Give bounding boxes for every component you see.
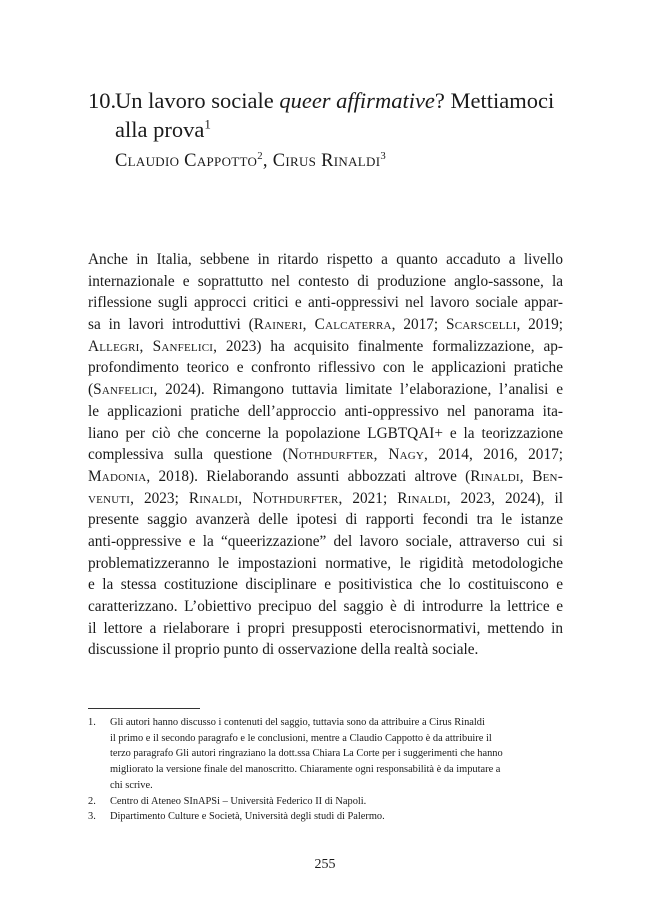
citation-author: Nothdurfter, Nagy: [287, 446, 425, 464]
body-line: [88, 531, 563, 553]
body-text-segment: complessiva sulla questione (: [88, 446, 288, 464]
footnote-number: 1.: [88, 717, 96, 728]
footnotes: [88, 715, 563, 825]
body-paragraph: [88, 249, 563, 661]
body-text-segment: sa in lavori introduttivi (: [88, 316, 254, 334]
author-separator: ,: [262, 151, 273, 171]
footnote-ref-2[interactable]: 2: [257, 149, 263, 162]
footnote-text: migliorato la versione finale del manoscritto. Chiaramente ogni responsabilità è da imputare a: [110, 764, 501, 776]
body-text-segment: internazionale e soprattutto nel contesto di produzione anglo-sassone, la: [88, 272, 563, 290]
body-text-segment: caratterizzano. L’obiettivo precipuo del saggio è di introdurre la lettrice e: [88, 598, 563, 615]
body-line: [88, 423, 563, 445]
body-line: [88, 618, 563, 640]
citation-author: Madonia: [88, 467, 147, 485]
body-text-segment: , 2021;: [338, 489, 398, 507]
footnote-ref-1[interactable]: 1: [204, 116, 211, 132]
body-line: [88, 271, 563, 293]
chapter-title-part-2: ? Mettiamoci: [434, 88, 555, 113]
body-text-segment: , 2019;: [516, 316, 563, 334]
footnote-separator: [88, 708, 200, 709]
body-text-segment: riflessione sugli approcci critici e anti-oppressivi nel lavoro sociale appar-: [88, 294, 563, 312]
body-line: [88, 379, 563, 401]
body-line: [88, 401, 563, 423]
body-text-segment: profondimento teorico e confronto riflessivo con le applicazioni pratiche: [88, 359, 563, 377]
body-text-segment: , 2024). Rimangono tuttavia limitate l’elaborazione, l’analisi e: [153, 381, 563, 399]
body-line: [88, 553, 563, 575]
body-line: [88, 249, 563, 271]
footnote-text: il primo e il secondo paragrafo e le conclusioni, mentre a Claudio Cappotto è da attribuire il: [110, 732, 492, 744]
body-text-segment: , 2014, 2016, 2017;: [424, 446, 563, 464]
citation-author: Raineri, Calcaterra: [253, 316, 392, 334]
citation-author: Allegri, Sanfelici: [88, 337, 214, 355]
citation-author: venuti: [88, 489, 131, 507]
body-text-segment: , 2023) ha acquisito finalmente formalizzazione, ap-: [213, 337, 564, 355]
body-line: [88, 488, 563, 510]
footnote: [88, 809, 563, 825]
body-line: [88, 596, 563, 618]
chapter-number: 10.: [88, 88, 117, 113]
body-line: [88, 314, 563, 336]
citation-author: Rinaldi, Nothdurfter: [188, 489, 339, 507]
body-text-segment: le applicazioni pratiche dell’approccio anti-oppressivo nel panorama ita-: [88, 402, 563, 420]
footnote-text: terzo paragrafo Gli autori ringraziano la dott.ssa Chiara La Corte per i suggerimenti che hanno: [110, 748, 503, 760]
footnote: [88, 715, 563, 794]
body-text-segment: presente saggio avanzerà delle ipotesi di rapporti fecondi tra le istanze: [88, 511, 563, 529]
body-text-segment: (: [88, 381, 94, 399]
body-text-segment: problematizzeranno le impostazioni normative, le rigidità metodologiche: [88, 554, 563, 572]
body-line: [88, 292, 563, 314]
body-text-segment: e la stessa costituzione disciplinare e positivistica che lo costituiscono e: [88, 576, 563, 594]
author-2: Cirus Rinaldi: [272, 151, 381, 171]
authors: [115, 149, 568, 173]
footnote-text: Centro di Ateneo SInAPSi – Università Federico II di Napoli.: [110, 795, 367, 807]
author-1: Claudio Cappotto: [115, 151, 258, 171]
body-line: [88, 336, 563, 358]
body-text-segment: il lettore a rielaborare i propri presupposti eterocisnormativi, mettendo in: [88, 619, 563, 637]
chapter-title-line-1: [88, 86, 568, 116]
body-text-segment: , 2023;: [130, 489, 189, 507]
body-text-segment: , 2023, 2024), il: [446, 489, 563, 507]
footnote-text: Dipartimento Culture e Società, Università degli studi di Palermo.: [110, 811, 385, 823]
body-text-segment: discussione il proprio punto di osservazione della realtà sociale.: [88, 641, 479, 659]
footnote-text: chi scrive.: [110, 779, 153, 791]
citation-author: Rinaldi: [397, 489, 447, 507]
chapter-title-part-1: Un lavoro sociale: [115, 88, 280, 113]
chapter-title-italic: queer affirmative: [279, 88, 435, 113]
page-number: 255: [314, 857, 336, 872]
body-line: [88, 466, 563, 488]
footnote-ref-3[interactable]: 3: [380, 149, 386, 162]
footnote-number: 3.: [88, 811, 96, 823]
citation-author: Scarscelli: [446, 316, 517, 334]
chapter-title-end: alla prova: [115, 117, 205, 142]
footnote-text: Gli autori hanno discusso i contenuti del saggio, tuttavia sono da attribuire a Cirus Rinaldi: [110, 717, 485, 728]
body-text-segment: Anche in Italia, sebbene in ritardo rispetto a quanto accaduto a livello: [88, 251, 563, 268]
body-line: [88, 509, 563, 531]
body-text-segment: , 2018). Rielaborando assunti abbozzati altrove (: [146, 467, 471, 485]
chapter-title-line-2: [115, 116, 568, 144]
footnote: [88, 794, 563, 810]
body-line: [88, 357, 563, 379]
citation-author: Rinaldi, Ben-: [470, 467, 563, 485]
chapter-heading: [88, 86, 568, 173]
body-text-segment: liano per ciò che concerne la popolazione LGBTQAI+ e la teorizzazione: [88, 424, 563, 442]
footnote-number: 2.: [88, 795, 96, 807]
body-text-segment: anti-oppressive e la “queerizzazione” del lavoro sociale, attraverso cui si: [88, 532, 563, 550]
body-line: [88, 574, 563, 596]
body-line: [88, 639, 563, 661]
citation-author: Sanfelici: [93, 381, 154, 399]
body-text-segment: , 2017;: [391, 316, 447, 334]
body-line: [88, 444, 563, 466]
